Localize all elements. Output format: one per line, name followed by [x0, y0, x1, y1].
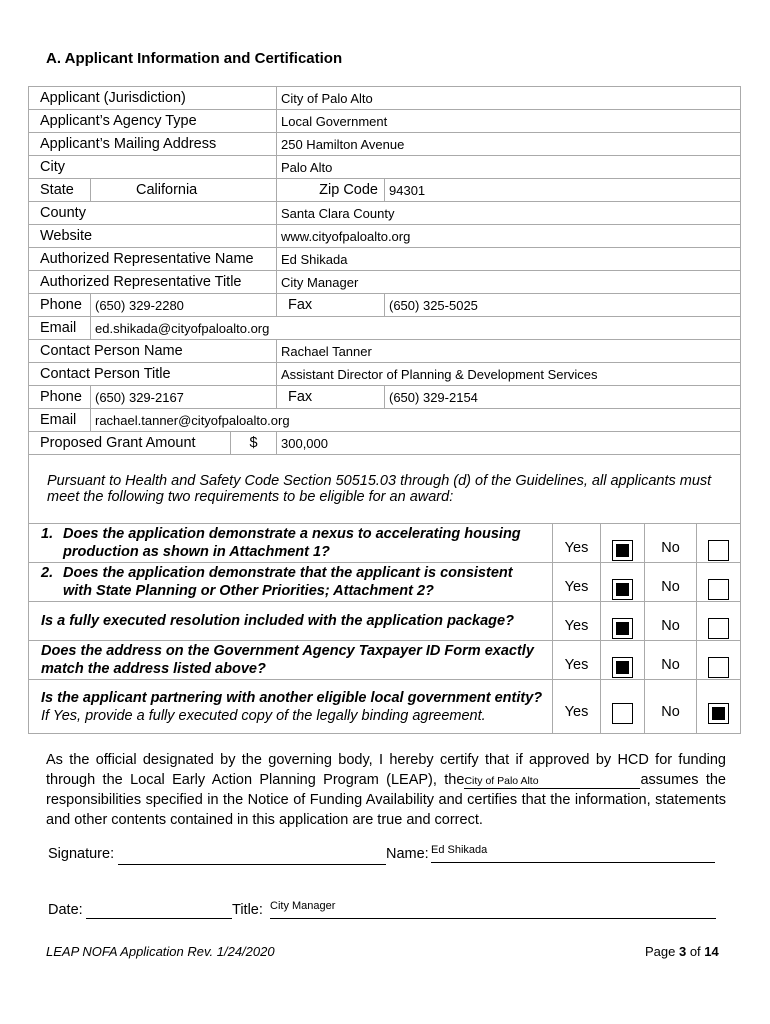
signature-line[interactable] — [118, 846, 386, 865]
contact-phone-field[interactable]: (650) 329-2167 — [91, 386, 277, 409]
certification-part2: assumes the responsibilities specified in the Notice of Funding Availability and certifies that the information, statements and other contents contained in this application are true and correct. — [46, 772, 726, 828]
page-total: 14 — [704, 944, 719, 959]
question-row-4 — [29, 641, 741, 680]
q3-no-checkbox[interactable] — [708, 618, 729, 639]
date-label: Date: — [48, 902, 83, 918]
q4-yes-checkbox[interactable] — [612, 657, 633, 678]
agency-type-label: Applicant’s Agency Type — [29, 110, 277, 133]
grant-amount-field[interactable]: 300,000 — [277, 432, 741, 455]
row-auth-title — [29, 271, 741, 294]
row-auth-phone-fax — [29, 294, 741, 317]
row-contact-email — [29, 409, 741, 432]
question-row-5 — [29, 680, 741, 734]
website-field[interactable]: www.cityofpaloalto.org — [277, 225, 741, 248]
question-1-number: 1. — [41, 526, 54, 542]
question-2 — [29, 563, 553, 602]
q2-yes-label: Yes — [553, 563, 601, 602]
contact-name-label: Contact Person Name — [29, 340, 277, 363]
agency-type-field[interactable]: Local Government — [277, 110, 741, 133]
contact-fax-label: Fax — [277, 386, 385, 409]
title-label: Title: — [232, 902, 263, 918]
row-contact-phone-fax — [29, 386, 741, 409]
grant-currency: $ — [231, 432, 277, 455]
footer-revision: LEAP NOFA Application Rev. 1/24/2020 — [46, 944, 275, 959]
website-label: Website — [29, 225, 277, 248]
certification-statement — [46, 750, 726, 830]
question-2-line2: with State Planning or Other Priorities; Attachment 2? — [63, 583, 434, 599]
question-4: Does the address on the Government Agency Taxpayer ID Form exactly match the address listed above? — [29, 641, 553, 680]
q1-no-label: No — [645, 524, 697, 563]
row-contact-title — [29, 363, 741, 386]
county-label: County — [29, 202, 277, 225]
mailing-address-field[interactable]: 250 Hamilton Avenue — [277, 133, 741, 156]
contact-fax-field[interactable]: (650) 329-2154 — [385, 386, 741, 409]
auth-title-label: Authorized Representative Title — [29, 271, 277, 294]
pursuant-text: Pursuant to Health and Safety Code Section 50515.03 through (d) of the Guidelines, all applicants must meet the following two requirements to be eligible for an award: — [29, 455, 741, 524]
contact-phone-label: Phone — [29, 386, 91, 409]
jurisdiction-label: Applicant (Jurisdiction) — [29, 87, 277, 110]
certification-part1: As the official designated by the governing body, I hereby certify that if approved by HCD for funding through the Local Early Action Planning Program (LEAP), the — [46, 752, 726, 788]
auth-fax-field[interactable]: (650) 325-5025 — [385, 294, 741, 317]
q4-yes-label: Yes — [553, 641, 601, 680]
row-state-zip — [29, 179, 741, 202]
q3-no-label: No — [645, 602, 697, 641]
row-grant-amount — [29, 432, 741, 455]
date-field[interactable] — [86, 900, 232, 919]
question-3: Is a fully executed resolution included with the application package? — [29, 602, 553, 641]
applicant-name-fill[interactable]: City of Palo Alto — [464, 774, 640, 789]
q5-no-label: No — [645, 680, 697, 734]
title-field[interactable]: City Manager — [270, 900, 716, 919]
state-value: California — [136, 182, 198, 198]
jurisdiction-field[interactable]: City of Palo Alto — [277, 87, 741, 110]
q3-yes-label: Yes — [553, 602, 601, 641]
q2-yes-checkbox[interactable] — [612, 579, 633, 600]
q4-no-checkbox[interactable] — [708, 657, 729, 678]
city-field[interactable]: Palo Alto — [277, 156, 741, 179]
q5-yes-label: Yes — [553, 680, 601, 734]
county-field[interactable]: Santa Clara County — [277, 202, 741, 225]
question-2-number: 2. — [41, 565, 54, 581]
auth-name-label: Authorized Representative Name — [29, 248, 277, 271]
auth-phone-field[interactable]: (650) 329-2280 — [91, 294, 277, 317]
zip-label: Zip Code — [277, 179, 385, 202]
row-auth-email — [29, 317, 741, 340]
row-jurisdiction — [29, 87, 741, 110]
q1-yes-label: Yes — [553, 524, 601, 563]
auth-title-field[interactable]: City Manager — [277, 271, 741, 294]
name-label: Name: — [386, 846, 429, 862]
page-of: of — [686, 944, 705, 959]
question-5-text: Is the applicant partnering with another eligible local government entity? — [41, 689, 543, 706]
contact-email-field[interactable]: rachael.tanner@cityofpaloalto.org — [91, 409, 741, 432]
state-field[interactable] — [91, 179, 277, 202]
row-mailing-address — [29, 133, 741, 156]
auth-fax-label: Fax — [277, 294, 385, 317]
contact-email-label: Email — [29, 409, 91, 432]
row-website — [29, 225, 741, 248]
question-2-line1: Does the application demonstrate that the applicant is consistent — [63, 565, 513, 581]
question-5-note: If Yes, provide a fully executed copy of the legally binding agreement. — [41, 707, 486, 724]
footer-page-number — [645, 944, 719, 959]
zip-field[interactable]: 94301 — [385, 179, 741, 202]
auth-email-label: Email — [29, 317, 91, 340]
name-field[interactable]: Ed Shikada — [431, 844, 715, 863]
city-label: City — [29, 156, 277, 179]
section-heading: A. Applicant Information and Certification — [46, 50, 343, 67]
question-1-line1: Does the application demonstrate a nexus to accelerating housing — [63, 526, 521, 542]
page-prefix: Page — [645, 944, 679, 959]
row-city — [29, 156, 741, 179]
contact-title-field[interactable]: Assistant Director of Planning & Development Services — [277, 363, 741, 386]
row-contact-name — [29, 340, 741, 363]
row-county — [29, 202, 741, 225]
q3-yes-checkbox[interactable] — [612, 618, 633, 639]
row-auth-name — [29, 248, 741, 271]
question-row-3 — [29, 602, 741, 641]
q2-no-checkbox[interactable] — [708, 579, 729, 600]
contact-title-label: Contact Person Title — [29, 363, 277, 386]
state-label: State — [29, 179, 91, 202]
signature-label: Signature: — [48, 846, 115, 862]
question-5 — [29, 680, 553, 734]
question-1-line2: production as shown in Attachment 1? — [63, 544, 330, 560]
q5-yes-checkbox[interactable] — [612, 703, 633, 724]
q2-no-label: No — [645, 563, 697, 602]
eligibility-questions — [28, 523, 741, 734]
auth-email-field[interactable]: ed.shikada@cityofpaloalto.org — [91, 317, 741, 340]
mailing-address-label: Applicant’s Mailing Address — [29, 133, 277, 156]
q5-no-checkbox[interactable] — [708, 703, 729, 724]
auth-name-field[interactable]: Ed Shikada — [277, 248, 741, 271]
auth-phone-label: Phone — [29, 294, 91, 317]
row-pursuant — [29, 455, 741, 524]
q1-yes-checkbox[interactable] — [612, 540, 633, 561]
row-agency-type — [29, 110, 741, 133]
question-row-2 — [29, 563, 741, 602]
applicant-info-table — [28, 86, 741, 524]
question-row-1 — [29, 524, 741, 563]
contact-name-field[interactable]: Rachael Tanner — [277, 340, 741, 363]
question-1 — [29, 524, 553, 563]
q1-no-checkbox[interactable] — [708, 540, 729, 561]
q4-no-label: No — [645, 641, 697, 680]
page-current: 3 — [678, 944, 687, 959]
grant-amount-label: Proposed Grant Amount — [29, 432, 231, 455]
